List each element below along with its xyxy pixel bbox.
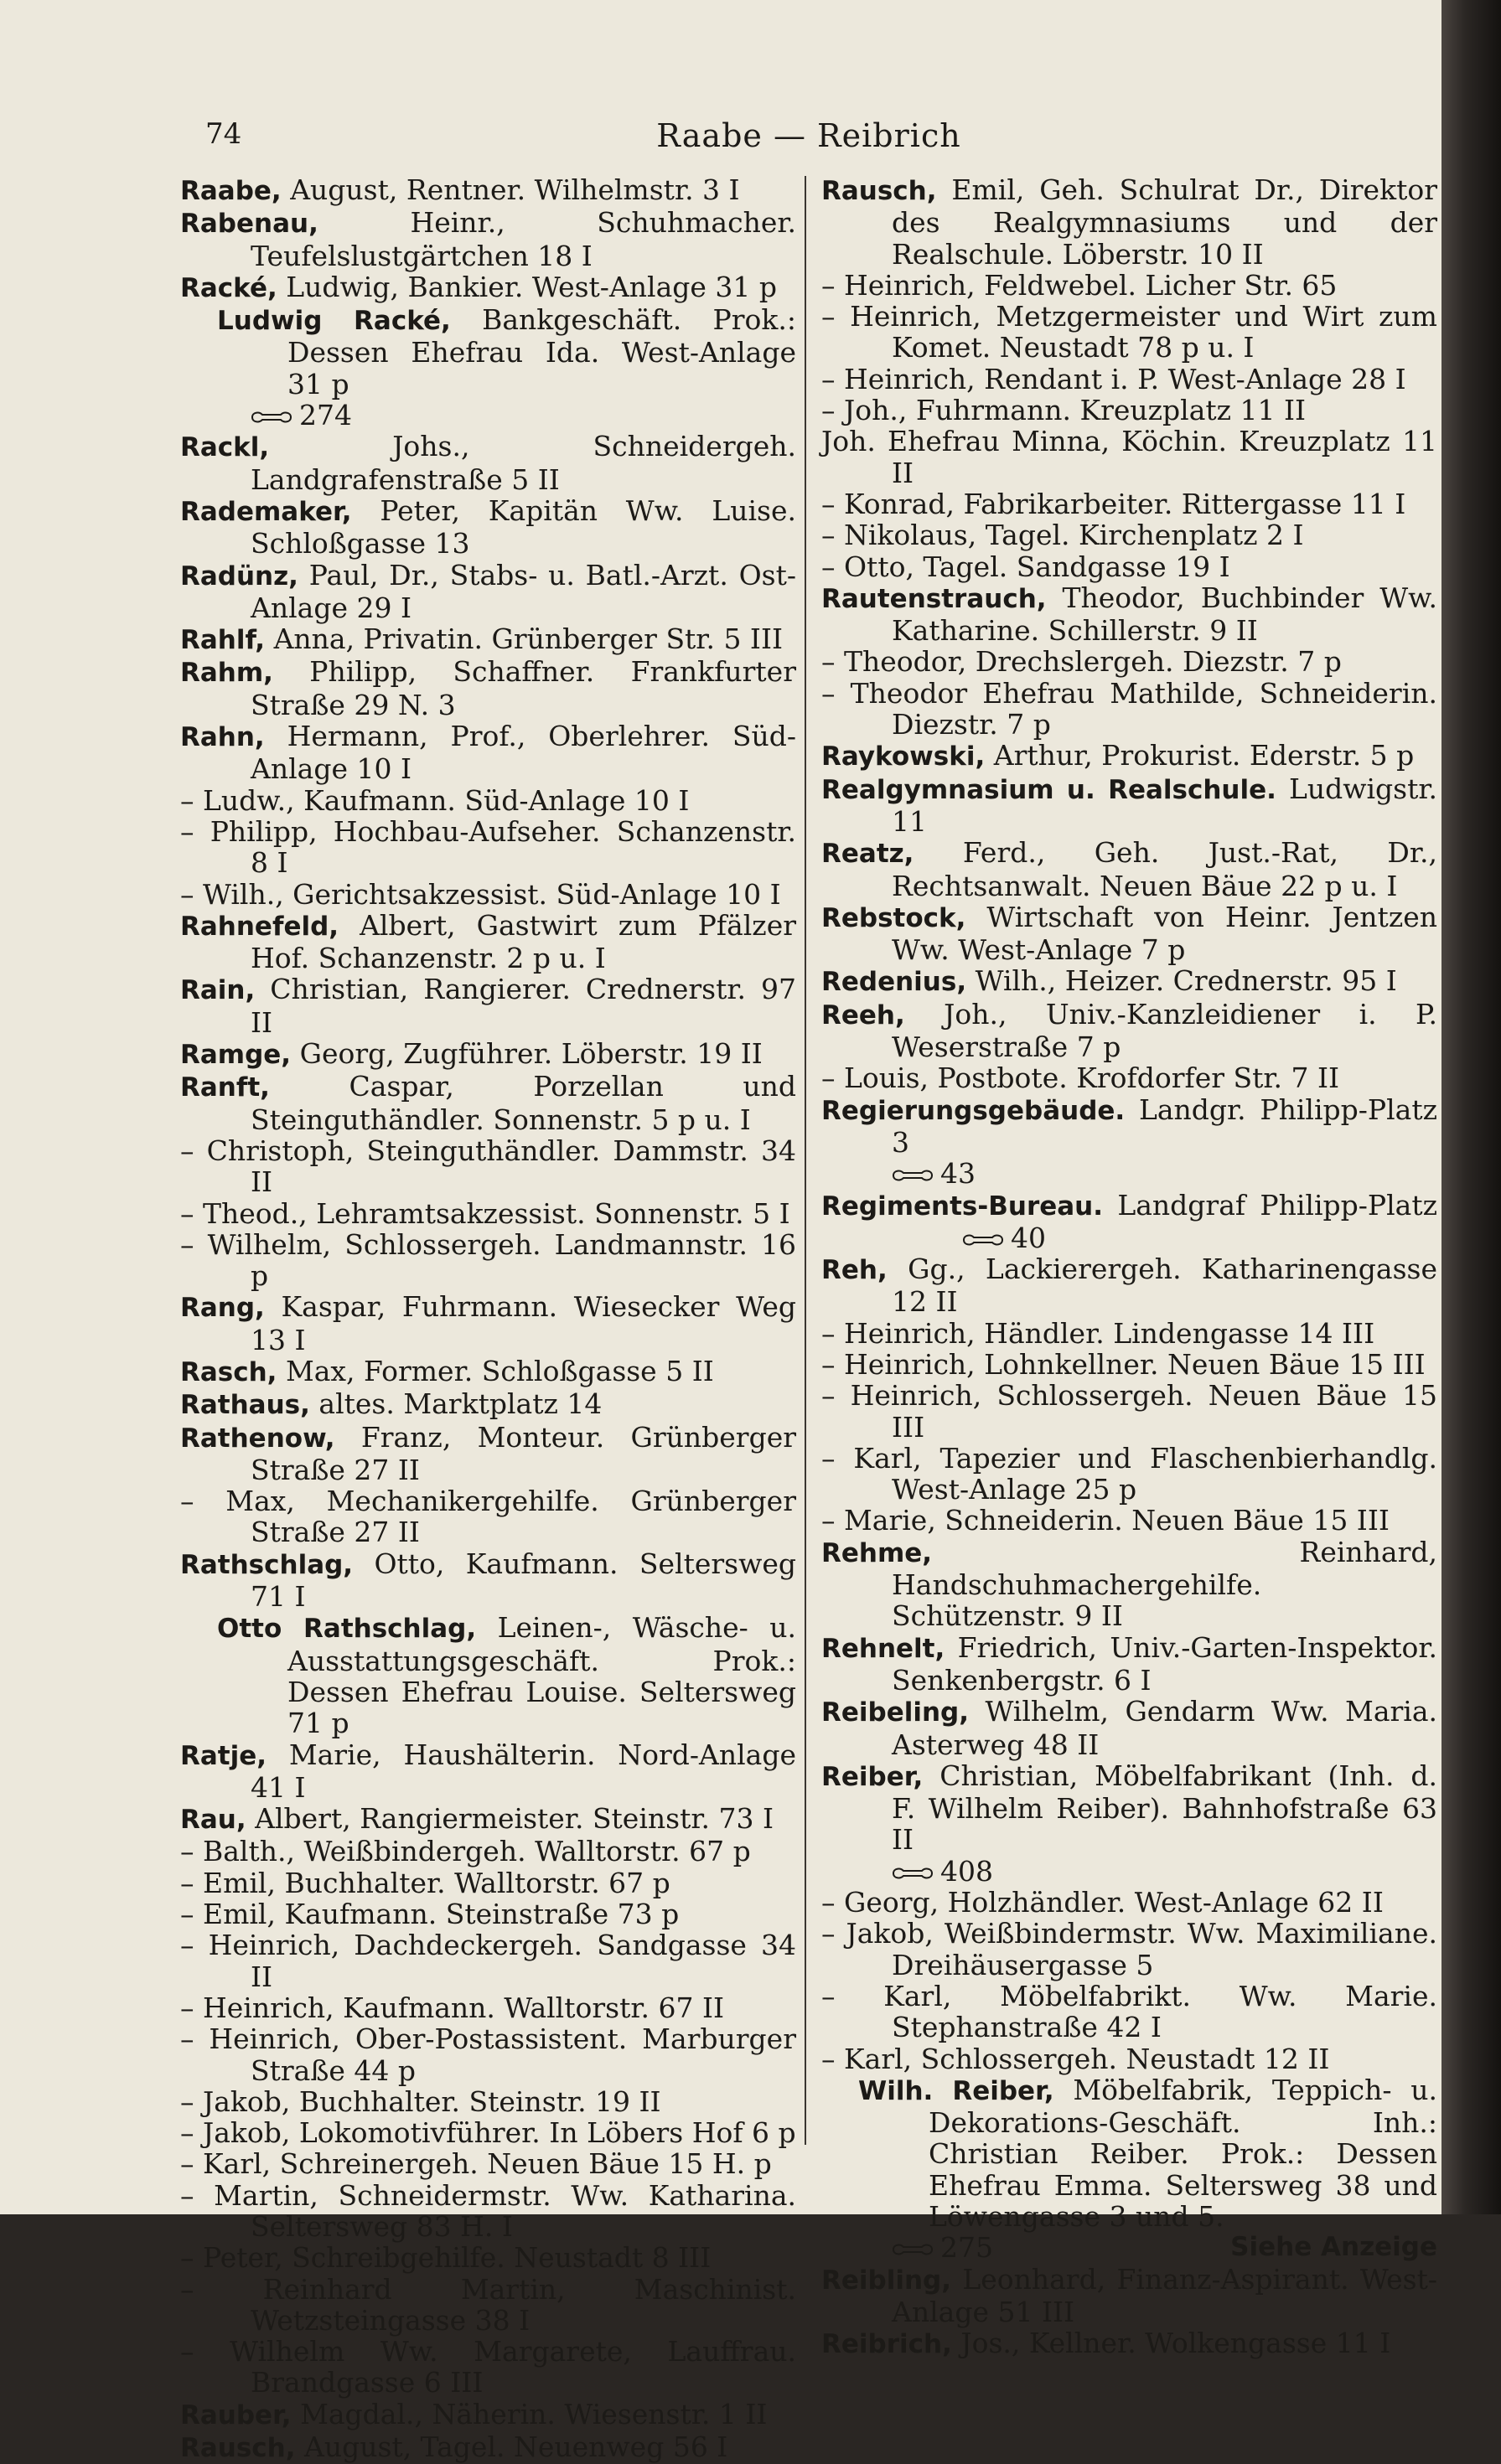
directory-entry xyxy=(180,1898,796,1929)
directory-entry xyxy=(821,646,1437,677)
entry-details: Franz, Monteur. Grünberger Straße 27 II xyxy=(251,1420,796,1486)
entry-details: Wilhelm, Gendarm Ww. Maria. Asterweg 48 II xyxy=(892,1695,1437,1761)
directory-entry xyxy=(821,395,1437,426)
directory-entry xyxy=(821,999,1437,1063)
phone-entry xyxy=(821,1158,1437,1189)
ditto-dash: – xyxy=(180,2241,203,2275)
entry-details: Otto, Kaufmann. Seltersweg 71 I xyxy=(251,1547,796,1614)
directory-entry xyxy=(821,2264,1437,2328)
directory-entry xyxy=(821,1887,1437,1918)
directory-entry xyxy=(180,495,796,560)
directory-entry xyxy=(180,721,796,785)
directory-entry xyxy=(821,901,1437,966)
entry-details: August, Rentner. Wilhelmstr. 3 I xyxy=(290,173,740,206)
entry-details: Martin, Schneidermstr. Ww. Katharina. Seltersweg 83 H. I xyxy=(214,2178,796,2243)
directory-entry xyxy=(821,837,1437,901)
directory-entry xyxy=(821,1380,1437,1443)
entry-details: Theod., Lehramtsakzessist. Sonnenstr. 5 I xyxy=(203,1196,790,1230)
directory-entry xyxy=(821,301,1437,364)
directory-entry xyxy=(180,2117,796,2148)
directory-entry xyxy=(821,740,1437,772)
directory-entry xyxy=(821,426,1437,488)
directory-entry xyxy=(821,1537,1437,1632)
directory-entry xyxy=(180,1836,796,1867)
entry-details: Kaspar, Fuhrmann. Wiesecker Weg 13 I xyxy=(251,1290,796,1356)
entry-name: Radünz, xyxy=(180,560,298,591)
ditto-dash: – xyxy=(180,2022,210,2056)
entry-details: Jos., Kellner. Wolkengasse 11 I xyxy=(960,2327,1391,2360)
directory-entry xyxy=(821,174,1437,270)
directory-entry xyxy=(821,2043,1437,2074)
entry-details: Ludw., Kaufmann. Süd-Anlage 10 I xyxy=(203,783,690,817)
directory-entry xyxy=(180,2023,796,2086)
directory-entry xyxy=(180,1388,796,1421)
entry-details: Joh., Univ.-Kanzleidiener i. P. Weserstraße 7 p xyxy=(892,997,1437,1064)
ditto-dash: – xyxy=(821,550,844,583)
directory-entry xyxy=(180,879,796,910)
entry-name: Realgymnasium u. Realschule. xyxy=(821,774,1276,805)
ditto-dash: – xyxy=(821,487,844,520)
entry-name: Rausch, xyxy=(821,176,937,206)
entry-details: Wilhelm Ww. Margarete, Lauffrau. Brandgasse 6 III xyxy=(230,2335,796,2399)
entry-name: Reatz, xyxy=(821,839,914,870)
entry-details: Marie, Haushälterin. Nord-Anlage 41 I xyxy=(251,1738,796,1804)
ditto-dash: – xyxy=(821,676,851,710)
directory-entry xyxy=(180,431,796,495)
directory-entry xyxy=(180,1071,796,1135)
entry-details: Heinr., Schuhmacher. Teufelslustgärtchen 18 I xyxy=(251,206,796,272)
directory-entry xyxy=(821,965,1437,998)
ditto-dash: – xyxy=(821,1062,844,1095)
entry-details: Wilhelm, Schlossergeh. Landmannstr. 16 p xyxy=(207,1227,796,1293)
directory-entry xyxy=(821,1190,1437,1254)
ditto-dash: – xyxy=(821,645,844,679)
ditto-dash: – xyxy=(180,1196,203,1230)
phone-number: 274 xyxy=(299,399,352,432)
directory-entry xyxy=(180,785,796,816)
entry-details: Johs., Schneidergeh. Landgrafenstraße 5 II xyxy=(251,430,796,496)
directory-entry xyxy=(821,1318,1437,1349)
telephone-icon xyxy=(892,2242,934,2257)
entry-details: Peter, Kapitän Ww. Luise. Schloßgasse 13 xyxy=(251,493,796,560)
ditto-dash: – xyxy=(180,2335,230,2368)
ditto-dash: – xyxy=(180,1898,203,1931)
ditto-dash: – xyxy=(180,1929,209,1962)
directory-entry xyxy=(180,1229,796,1292)
ditto-dash: – xyxy=(180,1485,226,1518)
entry-name: Ludwig Racké, xyxy=(217,306,451,337)
left-column xyxy=(180,174,796,2464)
directory-entry xyxy=(180,816,796,879)
directory-entry xyxy=(821,2074,1437,2232)
ditto-dash: – xyxy=(821,1917,846,1950)
directory-entry xyxy=(180,2274,796,2337)
entry-details: Heinrich, Rendant i. P. West-Anlage 28 I xyxy=(844,362,1406,395)
directory-entry xyxy=(180,271,796,304)
directory-entry xyxy=(821,678,1437,741)
directory-entry xyxy=(180,2242,796,2273)
phone-number: 275 xyxy=(940,2231,993,2265)
directory-entry xyxy=(180,207,796,271)
entry-name: Ratje, xyxy=(180,1740,267,1771)
directory-entry xyxy=(821,1349,1437,1380)
ditto-dash: – xyxy=(180,2116,203,2150)
entry-details: Arthur, Prokurist. Ederstr. 5 p xyxy=(993,739,1415,772)
directory-entry xyxy=(821,1981,1437,2043)
entry-details: Caspar, Porzellan und Steinguthändler. Sonnenstr. 5 p u. I xyxy=(251,1070,796,1136)
directory-entry xyxy=(821,1253,1437,1318)
directory-entry xyxy=(821,519,1437,550)
directory-entry xyxy=(180,2431,796,2464)
entry-name: Rebstock, xyxy=(821,902,966,933)
entry-details: Ludwigstr. 11 xyxy=(892,772,1437,838)
ditto-dash: – xyxy=(821,1379,851,1413)
entry-details: Wirtschaft von Heinr. Jentzen Ww. West-Anlage 7 p xyxy=(892,900,1437,967)
entry-name: Rabenau, xyxy=(180,209,318,240)
entry-details: Ludwig, Bankier. West-Anlage 31 p xyxy=(286,270,778,303)
entry-name: Regierungsgebäude. xyxy=(821,1095,1126,1126)
phone-entry xyxy=(821,2232,1437,2263)
directory-entry xyxy=(180,1356,796,1388)
entry-name: Reibling, xyxy=(821,2265,951,2296)
directory-entry xyxy=(180,1739,796,1804)
entry-details: Möbelfabrik, Teppich- u. Dekorations-Geschäft. Inh.: Christian Reiber. Prok.: Dessen Ehefrau Emma. Seltersweg 38 und Löwengasse 3 und 5. xyxy=(929,2073,1437,2233)
ditto-dash: – xyxy=(821,362,844,395)
right-column xyxy=(821,174,1437,2360)
entry-name: Rahm, xyxy=(180,658,273,689)
ditto-dash: – xyxy=(180,1227,208,1261)
column-divider xyxy=(805,176,806,2145)
entry-details: Hermann, Prof., Oberlehrer. Süd-Anlage 10 I xyxy=(251,720,796,786)
entry-name: Rahn, xyxy=(180,722,265,753)
entry-details: Theodor, Drechslergeh. Diezstr. 7 p xyxy=(844,645,1342,679)
entry-details: Karl, Tapezier und Flaschenbierhandlg. West-Anlage 25 p xyxy=(853,1441,1437,1506)
entry-name: Rain, xyxy=(180,975,256,1006)
ditto-dash: – xyxy=(821,1347,844,1381)
entry-name: Regiments-Bureau. xyxy=(821,1191,1104,1222)
directory-entry xyxy=(180,560,796,624)
phone-number: 43 xyxy=(940,1157,976,1191)
entry-details: Jakob, Buchhalter. Steinstr. 19 II xyxy=(203,2084,661,2118)
page-header xyxy=(205,117,1412,168)
entry-details: Theodor, Buchbinder Ww. Katharine. Schillerstr. 9 II xyxy=(892,581,1437,648)
directory-entry xyxy=(180,1135,796,1198)
ditto-dash: – xyxy=(180,2084,203,2118)
directory-entry xyxy=(821,1062,1437,1093)
directory-entry xyxy=(180,2399,796,2431)
ditto-dash: – xyxy=(821,300,851,333)
directory-entry xyxy=(821,1505,1437,1536)
ditto-dash: – xyxy=(180,877,203,911)
directory-entry xyxy=(180,2336,796,2399)
entry-details: Heinrich, Metzgermeister und Wirt zum Komet. Neustadt 78 p u. I xyxy=(850,300,1437,364)
directory-entry xyxy=(180,1612,796,1738)
entry-details: Landgraf Philipp-Platz xyxy=(1117,1188,1437,1222)
entry-name: Rahlf, xyxy=(180,625,266,656)
entry-name: Rang, xyxy=(180,1293,265,1324)
phone-entry xyxy=(180,400,796,431)
entry-name: Reiber, xyxy=(821,1761,924,1792)
telephone-icon xyxy=(962,1232,1004,1247)
entry-details: Heinrich, Kaufmann. Walltorstr. 67 II xyxy=(203,1991,725,2024)
directory-entry xyxy=(180,174,796,207)
ditto-dash: – xyxy=(821,1441,854,1475)
directory-entry xyxy=(821,1632,1437,1697)
entry-name: Redenius, xyxy=(821,967,967,998)
directory-entry xyxy=(821,582,1437,647)
directory-entry xyxy=(180,2148,796,2179)
entry-name: Rackl, xyxy=(180,432,270,463)
directory-entry xyxy=(821,1760,1437,1856)
directory-entry xyxy=(180,2180,796,2243)
entry-details: Peter, Schreibgehilfe. Neustadt 8 III xyxy=(203,2241,712,2275)
entry-name: Rautenstrauch, xyxy=(821,583,1047,614)
entry-details: Heinrich, Schlossergeh. Neuen Bäue 15 III xyxy=(850,1379,1437,1444)
book-edge xyxy=(1441,0,1501,2214)
ditto-dash: – xyxy=(821,2042,844,2075)
ditto-dash: – xyxy=(821,1316,844,1350)
directory-entry xyxy=(180,1485,796,1548)
entry-details: Max, Former. Schloßgasse 5 II xyxy=(285,1354,714,1387)
directory-entry xyxy=(180,1038,796,1071)
entry-name: Rauber, xyxy=(180,2399,292,2430)
telephone-icon xyxy=(251,410,292,425)
running-head: Raabe — Reibrich xyxy=(656,117,961,154)
telephone-icon xyxy=(892,1866,934,1881)
entry-name: Rehnelt, xyxy=(821,1633,945,1664)
entry-details: Philipp, Schaffner. Frankfurter Straße 29 N. 3 xyxy=(251,655,796,721)
entry-details: Emil, Geh. Schulrat Dr., Direktor des Realgymnasiums und der Realschule. Löberstr. 10 II xyxy=(892,173,1437,271)
directory-entry xyxy=(821,1443,1437,1506)
entry-details: altes. Marktplatz 14 xyxy=(318,1387,603,1421)
entry-details: Christian, Rangierer. Crednerstr. 97 II xyxy=(251,973,796,1039)
ditto-dash: – xyxy=(180,2147,203,2181)
entry-name: Raabe, xyxy=(180,176,282,206)
entry-details: Heinrich, Ober-Postassistent. Marburger Straße 44 p xyxy=(209,2022,796,2087)
entry-details: Anna, Privatin. Grünberger Str. 5 III xyxy=(273,622,784,656)
entry-details: Karl, Schreinergeh. Neuen Bäue 15 H. p xyxy=(203,2147,772,2181)
ditto-dash: – xyxy=(180,1866,203,1899)
ditto-dash: – xyxy=(180,1991,203,2024)
entry-details: Emil, Kaufmann. Steinstraße 73 p xyxy=(203,1898,680,1931)
entry-details: Marie, Schneiderin. Neuen Bäue 15 III xyxy=(844,1504,1390,1537)
ditto-dash: – xyxy=(180,1134,207,1167)
entry-details: Theodor Ehefrau Mathilde, Schneiderin. Diezstr. 7 p xyxy=(850,676,1437,741)
entry-details: Bankgeschäft. Prok.: Dessen Ehefrau Ida. West-Anlage 31 p xyxy=(287,303,796,400)
entry-details: Christian, Möbelfabrikant (Inh. d. F. Wilhelm Reiber). Bahnhofstraße 63 II xyxy=(892,1759,1437,1857)
ditto-dash: – xyxy=(180,2178,215,2212)
ditto-dash: – xyxy=(821,1979,884,2012)
directory-entry xyxy=(180,1803,796,1836)
directory-entry xyxy=(180,1867,796,1898)
entry-details: Jakob, Lokomotivführer. In Löbers Hof 6 p xyxy=(203,2116,796,2150)
directory-entry xyxy=(180,974,796,1038)
entry-details: Albert, Gastwirt zum Pfälzer Hof. Schanzenstr. 2 p u. I xyxy=(251,908,796,975)
directory-entry xyxy=(821,364,1437,395)
ditto-dash: – xyxy=(180,783,203,817)
entry-name: Ranft, xyxy=(180,1072,270,1103)
entry-details: Heinrich, Händler. Lindengasse 14 III xyxy=(844,1316,1375,1350)
directory-entry xyxy=(821,270,1437,301)
entry-name: Rademaker, xyxy=(180,496,352,527)
entry-name: Rathenow, xyxy=(180,1423,335,1454)
entry-name: Rausch, xyxy=(180,2433,296,2464)
entry-details: Max, Mechanikergehilfe. Grünberger Straße 27 II xyxy=(225,1485,796,1549)
entry-name: Rau, xyxy=(180,1805,246,1836)
entry-details: Reinhard, Handschuhmachergehilfe. Schützenstr. 9 II xyxy=(892,1535,1437,1633)
directory-entry xyxy=(821,1918,1437,1981)
entry-name: Rathschlag, xyxy=(180,1549,354,1580)
entry-details: Magdal., Näherin. Wiesenstr. 1 II xyxy=(300,2397,768,2430)
entry-details: Philipp, Hochbau-Aufseher. Schanzenstr. 8 I xyxy=(210,814,796,880)
entry-details: Louis, Postbote. Krofdorfer Str. 7 II xyxy=(844,1062,1340,1095)
directory-entry xyxy=(821,2327,1437,2360)
directory-entry xyxy=(180,623,796,656)
entry-details: Joh., Fuhrmann. Kreuzplatz 11 II xyxy=(844,394,1307,427)
entry-details: Konrad, Fabrikarbeiter. Rittergasse 11 I xyxy=(844,487,1406,520)
ditto-dash: – xyxy=(180,2272,263,2306)
ditto-dash: – xyxy=(821,1504,844,1537)
entry-name: Reibrich, xyxy=(821,2329,952,2360)
directory-entry xyxy=(821,1696,1437,1760)
phone-entry xyxy=(821,1856,1437,1887)
ditto-dash: – xyxy=(821,1886,844,1919)
entry-details: Jakob, Weißbindermstr. Ww. Maximiliane. Dreihäusergasse 5 xyxy=(846,1917,1437,1981)
ditto-dash: – xyxy=(821,519,844,552)
entry-details: Gg., Lackierergeh. Katharinengasse 12 II xyxy=(892,1253,1437,1319)
entry-name: Otto Rathschlag, xyxy=(217,1614,477,1645)
ditto-dash: – xyxy=(821,394,844,427)
entry-details: Leonhard, Finanz-Aspirant. West-Anlage 51 III xyxy=(892,2262,1437,2328)
directory-entry xyxy=(180,910,796,974)
directory-entry xyxy=(180,304,796,400)
entry-details: Ferd., Geh. Just.-Rat, Dr., Rechtsanwalt. Neuen Bäue 22 p u. I xyxy=(892,836,1437,902)
entry-details: Friedrich, Univ.-Garten-Inspektor. Senkenbergstr. 6 I xyxy=(892,1630,1437,1697)
entry-name: Rahnefeld, xyxy=(180,911,339,942)
directory-entry xyxy=(180,1548,796,1613)
ditto-dash: – xyxy=(180,814,210,848)
entry-name: Reh, xyxy=(821,1255,888,1286)
entry-name: Rasch, xyxy=(180,1356,277,1387)
entry-name: Wilh. Reiber, xyxy=(858,2075,1054,2106)
entry-details: Christoph, Steinguthändler. Dammstr. 34 II xyxy=(206,1134,796,1199)
entry-name: Reeh, xyxy=(821,1000,905,1031)
directory-entry xyxy=(821,1094,1437,1159)
ditto-dash: – xyxy=(821,268,844,302)
entry-details: Nikolaus, Tagel. Kirchenplatz 2 I xyxy=(844,519,1304,552)
entry-details: Wilh., Gerichtsakzessist. Süd-Anlage 10 I xyxy=(203,877,781,911)
entry-details: Georg, Zugführer. Löberstr. 19 II xyxy=(299,1037,763,1071)
entry-details: August, Tagel. Neuenweg 56 I xyxy=(304,2430,728,2464)
entry-name: Ramge, xyxy=(180,1040,292,1071)
phone-number: 40 xyxy=(1011,1221,1046,1254)
advert-note: Siehe Anzeige xyxy=(1230,2232,1437,2263)
entry-name: Reibeling, xyxy=(821,1697,970,1728)
entry-details: Karl, Schlossergeh. Neustadt 12 II xyxy=(844,2042,1330,2075)
entry-details: Georg, Holzhändler. West-Anlage 62 II xyxy=(844,1886,1384,1919)
entry-details: Otto, Tagel. Sandgasse 19 I xyxy=(844,550,1230,583)
entry-details: Balth., Weißbindergeh. Walltorstr. 67 p xyxy=(203,1835,751,1868)
directory-entry xyxy=(180,1291,796,1356)
entry-details: Heinrich, Feldwebel. Licher Str. 65 xyxy=(844,268,1338,302)
entry-details: Landgr. Philipp-Platz 3 xyxy=(892,1093,1437,1159)
entry-details: Heinrich, Dachdeckergeh. Sandgasse 34 II xyxy=(208,1929,796,1993)
directory-entry xyxy=(180,1992,796,2023)
telephone-icon xyxy=(892,1168,934,1183)
entry-details: Reinhard Martin, Maschinist. Wetzsteingasse 38 I xyxy=(251,2272,796,2337)
entry-name: Rathaus, xyxy=(180,1390,310,1421)
entry-details: Wilh., Heizer. Crednerstr. 95 I xyxy=(975,964,1397,998)
directory-entry xyxy=(180,1198,796,1229)
entry-details: Albert, Rangiermeister. Steinstr. 73 I xyxy=(255,1802,774,1836)
entry-name: Rehme, xyxy=(821,1537,933,1568)
directory-entry xyxy=(821,551,1437,582)
directory-entry xyxy=(821,488,1437,519)
directory-entry xyxy=(821,773,1437,838)
entry-name: Raykowski, xyxy=(821,741,986,772)
entry-details: Emil, Buchhalter. Walltorstr. 67 p xyxy=(203,1866,670,1899)
ditto-dash: – xyxy=(180,1835,203,1868)
phone-number: 408 xyxy=(940,1854,993,1888)
entry-details: Karl, Möbelfabrikt. Ww. Marie. Stephanstraße 42 I xyxy=(883,1979,1437,2044)
directory-entry xyxy=(180,1929,796,1992)
entry-details: Heinrich, Lohnkellner. Neuen Bäue 15 III xyxy=(844,1347,1426,1381)
entry-details: Joh. Ehefrau Minna, Köchin. Kreuzplatz 11 II xyxy=(821,425,1437,489)
entry-name: Racké, xyxy=(180,272,277,303)
directory-entry xyxy=(180,1422,796,1486)
directory-entry xyxy=(180,656,796,721)
entry-details: Leinen-, Wäsche- u. Ausstattungsgeschäft. Prok.: Dessen Ehefrau Louise. Seltersweg 71 p xyxy=(287,1611,796,1740)
directory-entry xyxy=(180,2086,796,2117)
page-number: 74 xyxy=(205,117,242,151)
entry-details: Paul, Dr., Stabs- u. Batl.-Arzt. Ost-Anlage 29 I xyxy=(251,558,796,624)
